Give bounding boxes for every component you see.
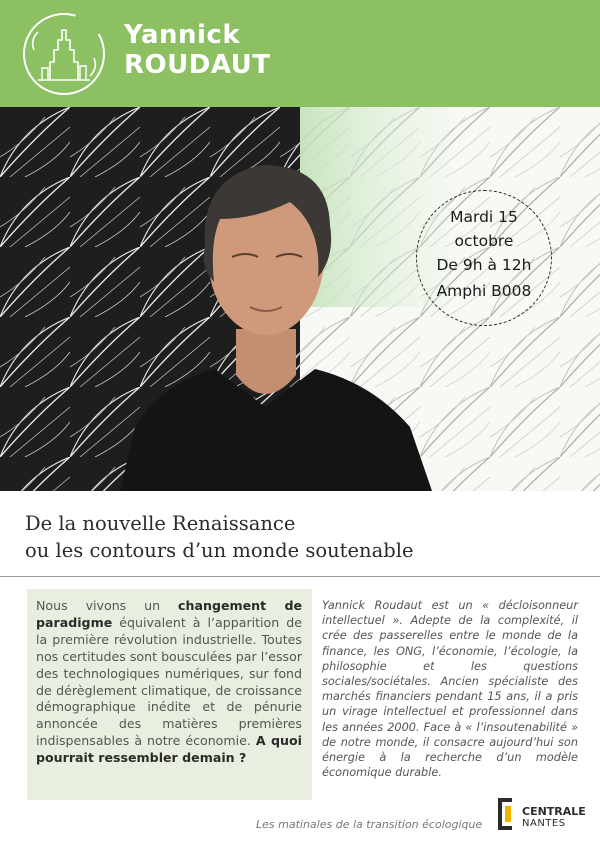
intro-text [36, 598, 302, 767]
talk-title-line1: De la nouvelle Renaissance [25, 512, 296, 535]
event-room: Amphi B008 [436, 282, 532, 300]
event-time: De 9h à 12h [436, 256, 532, 274]
org-name-line1: CENTRALE [522, 805, 586, 818]
intro-text-part1: Nous vivons un [36, 598, 179, 613]
intro-highlight-paradigm: changement de paradigme [36, 598, 303, 630]
intro-text-part2: équivalent à l’apparition de la première révolution industrielle. Toutes nos certitudes sont bousculées par l’essor des technologiques numériques, sur fond de dérèglement climatique, de croissance démographique inédite et de pénurie annoncée des matières premières indispensables à notre économie. [36, 614, 302, 749]
series-name: Les matinales de la transition écologique [256, 818, 483, 831]
divider [0, 576, 600, 577]
speaker-last-name: ROUDAUT [124, 50, 271, 80]
event-date-month: octobre [454, 232, 514, 250]
event-date-day: Mardi 15 [450, 208, 518, 226]
intro-highlight-question: A quoi pourrait ressembler demain ? [36, 733, 302, 766]
header-band [0, 0, 600, 107]
centrale-nantes-logo-icon [498, 798, 516, 830]
city-skyline-circle-logo-icon [20, 10, 108, 98]
talk-title-line2: ou les contours d’un monde soutenable [25, 539, 414, 562]
org-name-line2: NANTES [522, 818, 566, 829]
speaker-bio: Yannick Roudaut est un « décloisonneur intellectuel ». Adepte de la complexité, il crée des passerelles entre le monde de la finance, les ONG, l’économie, l’écologie, la philosophie et les questions sociales/sociétales. Ancien spécialiste des marchés financiers pendant 15 ans, il a pris un virage intellectuel et professionnel dans les années 2000. Face à « l’insoutenabilité » de notre monde, il consacre aujourd’hui son énergie à la recherche d’un modèle économique durable. [322, 599, 578, 780]
speaker-first-name: Yannick [124, 20, 241, 50]
